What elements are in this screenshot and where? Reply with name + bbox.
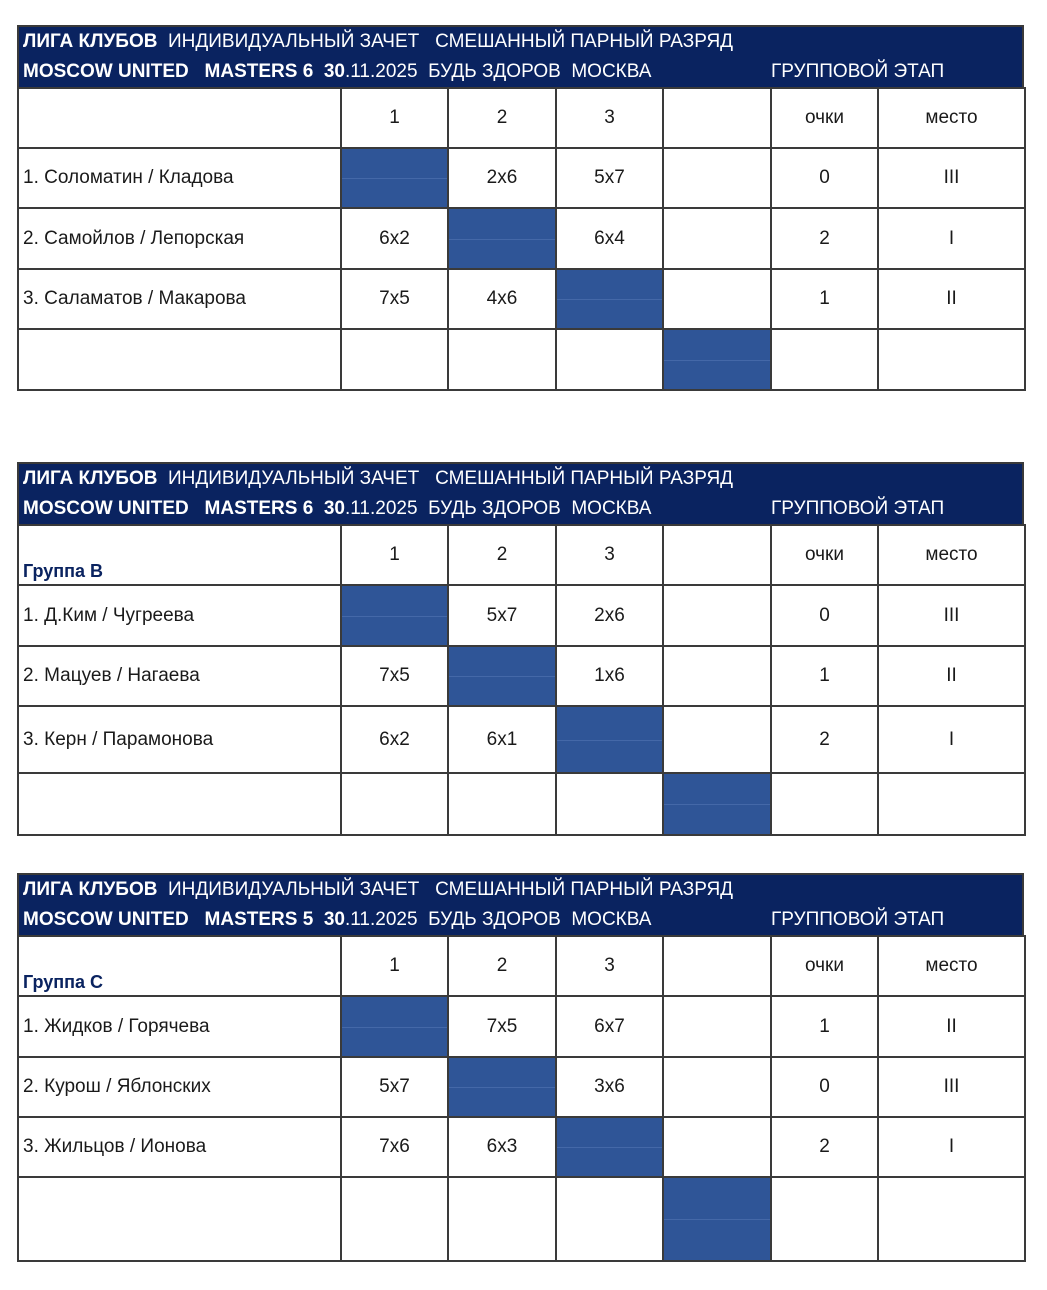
- table-row: [18, 1057, 1025, 1117]
- match-score-cell: [663, 1057, 771, 1117]
- diagonal-filled-cell: [341, 585, 448, 646]
- table-row: [18, 148, 1025, 208]
- group-table-1: [17, 25, 1024, 391]
- diagonal-filled-cell: [341, 996, 448, 1057]
- match-score-cell: [341, 329, 448, 390]
- tournament-title: MOSCOW UNITED MASTERS 6 30: [23, 498, 345, 519]
- match-score-cell: [663, 148, 771, 208]
- match-score-cell: 2х6: [556, 585, 663, 646]
- header-line-2: [23, 61, 651, 83]
- column-header-row: [18, 936, 1025, 996]
- player-pair-name: 2. Самойлов / Лепорская: [18, 208, 341, 269]
- match-score-cell: [663, 646, 771, 706]
- column-header: 2: [448, 936, 556, 996]
- diagonal-filled-cell: [448, 208, 556, 269]
- column-header: 1: [341, 525, 448, 585]
- column-header-row: [18, 525, 1025, 585]
- match-score-cell: 7х5: [341, 269, 448, 329]
- points-cell: 2: [771, 706, 878, 773]
- column-header-row: [18, 88, 1025, 148]
- stage-label: ГРУППОВОЙ ЭТАП: [771, 498, 945, 519]
- points-cell: 1: [771, 996, 878, 1057]
- match-score-cell: [556, 329, 663, 390]
- place-cell: I: [878, 1117, 1025, 1177]
- diagonal-filled-cell: [448, 646, 556, 706]
- column-header: [663, 936, 771, 996]
- table-row: [18, 208, 1025, 269]
- table-row: [18, 996, 1025, 1057]
- player-pair-name: 1. Соломатин / Кладова: [18, 148, 341, 208]
- match-score-cell: 1х6: [556, 646, 663, 706]
- place-cell: III: [878, 585, 1025, 646]
- place-cell: II: [878, 996, 1025, 1057]
- points-cell: 0: [771, 1057, 878, 1117]
- header-line-1: [23, 31, 733, 53]
- place-cell: III: [878, 148, 1025, 208]
- diagonal-filled-cell: [663, 773, 771, 835]
- match-score-cell: [663, 706, 771, 773]
- points-cell: 1: [771, 269, 878, 329]
- group-label-cell: [18, 936, 341, 996]
- match-score-cell: 6х1: [448, 706, 556, 773]
- league-title: ЛИГА КЛУБОВ: [23, 468, 158, 489]
- player-pair-name: [18, 773, 341, 835]
- player-pair-name: 2. Курош / Яблонских: [18, 1057, 341, 1117]
- results-grid: [17, 87, 1026, 391]
- match-score-cell: [556, 773, 663, 835]
- league-title: ЛИГА КЛУБОВ: [23, 879, 158, 900]
- table-row: [18, 269, 1025, 329]
- diagonal-filled-cell: [663, 329, 771, 390]
- match-score-cell: [448, 773, 556, 835]
- match-score-cell: 6х7: [556, 996, 663, 1057]
- table-row: [18, 329, 1025, 390]
- diagonal-filled-cell: [448, 1057, 556, 1117]
- match-score-cell: 2х6: [448, 148, 556, 208]
- player-pair-name: 3. Саламатов / Макарова: [18, 269, 341, 329]
- column-header: очки: [771, 525, 878, 585]
- league-title: ЛИГА КЛУБОВ: [23, 31, 158, 52]
- column-header: 3: [556, 88, 663, 148]
- diagonal-filled-cell: [663, 1177, 771, 1261]
- place-cell: II: [878, 269, 1025, 329]
- player-pair-name: 3. Жильцов / Ионова: [18, 1117, 341, 1177]
- match-score-cell: [341, 773, 448, 835]
- points-cell: [771, 1177, 878, 1261]
- place-cell: I: [878, 706, 1025, 773]
- match-score-cell: [663, 1117, 771, 1177]
- group-label-cell: [18, 525, 341, 585]
- match-score-cell: [663, 585, 771, 646]
- match-score-cell: 6х4: [556, 208, 663, 269]
- match-score-cell: [556, 1177, 663, 1261]
- table-header-banner: [17, 25, 1024, 87]
- column-header: 2: [448, 525, 556, 585]
- match-score-cell: [663, 269, 771, 329]
- table-row: [18, 585, 1025, 646]
- player-pair-name: [18, 329, 341, 390]
- place-cell: [878, 329, 1025, 390]
- table-row: [18, 1117, 1025, 1177]
- column-header: место: [878, 525, 1025, 585]
- group-table-3: [17, 873, 1024, 1262]
- diagonal-filled-cell: [556, 269, 663, 329]
- player-pair-name: 3. Керн / Парамонова: [18, 706, 341, 773]
- group-label-cell: [18, 88, 341, 148]
- match-score-cell: 7х6: [341, 1117, 448, 1177]
- match-score-cell: 4х6: [448, 269, 556, 329]
- diagonal-filled-cell: [556, 706, 663, 773]
- diagonal-filled-cell: [341, 148, 448, 208]
- points-cell: 0: [771, 148, 878, 208]
- player-pair-name: 1. Д.Ким / Чугреева: [18, 585, 341, 646]
- points-cell: [771, 329, 878, 390]
- match-score-cell: 6х2: [341, 706, 448, 773]
- match-score-cell: [448, 329, 556, 390]
- match-score-cell: 6х2: [341, 208, 448, 269]
- table-row: [18, 773, 1025, 835]
- column-header: [663, 525, 771, 585]
- table-row: [18, 706, 1025, 773]
- match-score-cell: [448, 1177, 556, 1261]
- column-header: [663, 88, 771, 148]
- group-label: Группа С: [23, 972, 104, 992]
- match-score-cell: 5х7: [341, 1057, 448, 1117]
- player-pair-name: [18, 1177, 341, 1261]
- table-header-banner: [17, 462, 1024, 524]
- match-score-cell: [341, 1177, 448, 1261]
- match-score-cell: [663, 208, 771, 269]
- tournament-date-venue: .11.2025 БУДЬ ЗДОРОВ МОСКВА: [344, 909, 652, 930]
- column-header: 1: [341, 88, 448, 148]
- points-cell: 2: [771, 1117, 878, 1177]
- column-header: очки: [771, 936, 878, 996]
- place-cell: [878, 1177, 1025, 1261]
- table-row: [18, 646, 1025, 706]
- column-header: 1: [341, 936, 448, 996]
- table-row: [18, 1177, 1025, 1261]
- match-score-cell: 7х5: [448, 996, 556, 1057]
- match-score-cell: [663, 996, 771, 1057]
- event-title: ИНДИВИДУАЛЬНЫЙ ЗАЧЕТ СМЕШАННЫЙ ПАРНЫЙ РАЗРЯД: [157, 879, 734, 900]
- event-title: ИНДИВИДУАЛЬНЫЙ ЗАЧЕТ СМЕШАННЫЙ ПАРНЫЙ РАЗРЯД: [157, 31, 734, 52]
- points-cell: [771, 773, 878, 835]
- group-label: Группа В: [23, 561, 104, 581]
- column-header: 2: [448, 88, 556, 148]
- tournament-date-venue: .11.2025 БУДЬ ЗДОРОВ МОСКВА: [344, 61, 652, 82]
- column-header: 3: [556, 525, 663, 585]
- column-header: очки: [771, 88, 878, 148]
- player-pair-name: 2. Мацуев / Нагаева: [18, 646, 341, 706]
- header-line-2: [23, 909, 651, 931]
- results-grid: [17, 935, 1026, 1262]
- match-score-cell: 5х7: [448, 585, 556, 646]
- header-line-2: [23, 498, 651, 520]
- results-grid: [17, 524, 1026, 836]
- points-cell: 1: [771, 646, 878, 706]
- diagonal-filled-cell: [556, 1117, 663, 1177]
- table-header-banner: [17, 873, 1024, 935]
- column-header: место: [878, 88, 1025, 148]
- player-pair-name: 1. Жидков / Горячева: [18, 996, 341, 1057]
- match-score-cell: 6х3: [448, 1117, 556, 1177]
- column-header: 3: [556, 936, 663, 996]
- column-header: место: [878, 936, 1025, 996]
- event-title: ИНДИВИДУАЛЬНЫЙ ЗАЧЕТ СМЕШАННЫЙ ПАРНЫЙ РАЗРЯД: [157, 468, 734, 489]
- tournament-date-venue: .11.2025 БУДЬ ЗДОРОВ МОСКВА: [344, 498, 652, 519]
- header-line-1: [23, 879, 733, 901]
- place-cell: I: [878, 208, 1025, 269]
- stage-label: ГРУППОВОЙ ЭТАП: [771, 909, 945, 930]
- match-score-cell: 7х5: [341, 646, 448, 706]
- group-table-2: [17, 462, 1024, 836]
- tournament-title: MOSCOW UNITED MASTERS 5 30: [23, 909, 345, 930]
- place-cell: III: [878, 1057, 1025, 1117]
- match-score-cell: 3х6: [556, 1057, 663, 1117]
- match-score-cell: 5х7: [556, 148, 663, 208]
- header-line-1: [23, 468, 733, 490]
- points-cell: 2: [771, 208, 878, 269]
- tournament-title: MOSCOW UNITED MASTERS 6 30: [23, 61, 345, 82]
- points-cell: 0: [771, 585, 878, 646]
- place-cell: [878, 773, 1025, 835]
- place-cell: II: [878, 646, 1025, 706]
- stage-label: ГРУППОВОЙ ЭТАП: [771, 61, 945, 82]
